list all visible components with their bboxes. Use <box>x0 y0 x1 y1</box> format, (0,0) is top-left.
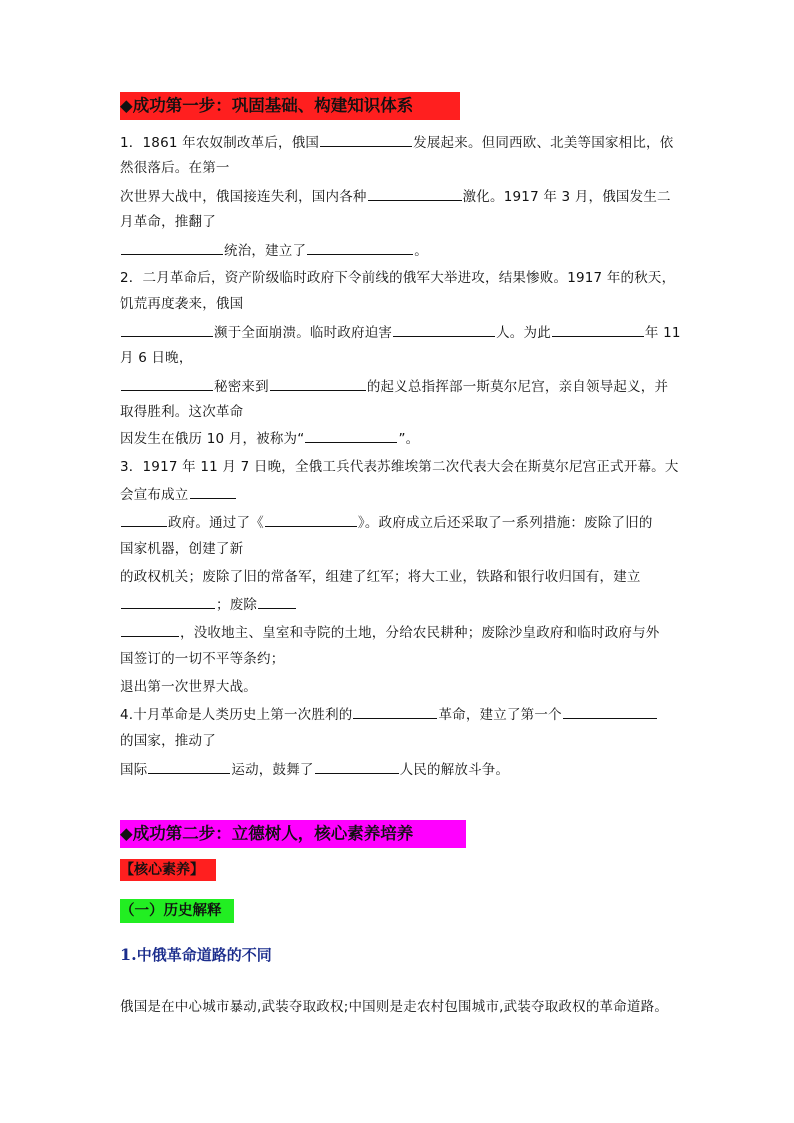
q2-text: 取得胜利。这次革命 <box>120 404 244 420</box>
q3-line-5 <box>120 567 641 587</box>
q3-line-7 <box>120 622 660 643</box>
q2-line-6 <box>120 402 243 422</box>
fill-blank[interactable] <box>393 322 495 337</box>
fill-blank[interactable] <box>552 322 644 337</box>
q2-text: 因发生在俄历 10 月，被称为“ <box>120 431 305 447</box>
core-literacy-tag: 【核心素养】 <box>120 859 216 881</box>
q1-text: 然很落后。在第一 <box>120 160 230 176</box>
q4-line-1 <box>120 704 658 725</box>
fill-blank[interactable] <box>307 240 413 255</box>
q3-line-3 <box>120 512 653 533</box>
q2-text: 的起义总指挥部一斯莫尔尼宫，亲自领导起义，并 <box>366 379 669 395</box>
q3-text: 国家机器，创建了新 <box>120 541 244 557</box>
q2-line-2 <box>120 294 243 314</box>
fill-blank[interactable] <box>121 622 179 637</box>
q1-line-3 <box>120 186 671 207</box>
fill-blank[interactable] <box>315 759 399 774</box>
q3-line-6 <box>120 594 297 615</box>
q1-text: 发展起来。但同西欧、北美等国家相比，依 <box>413 135 674 151</box>
q2-text: 人。为此 <box>496 325 551 341</box>
q1-line-1 <box>120 132 673 153</box>
q2-line-7 <box>120 428 419 449</box>
fill-blank[interactable] <box>121 322 213 337</box>
q4-line-2 <box>120 731 216 751</box>
point-number: 1. <box>120 945 137 964</box>
q3-text: 退出第一次世界大战。 <box>120 679 257 695</box>
fill-blank[interactable] <box>148 759 230 774</box>
q2-text: 濒于全面崩溃。临时政府迫害 <box>214 325 393 341</box>
fill-blank[interactable] <box>265 512 357 527</box>
q4-text: 人民的解放斗争。 <box>399 762 510 778</box>
q3-text: ，没收地主、皇室和寺院的土地，分给农民耕种；废除沙皇政府和临时政府与外 <box>180 625 660 641</box>
fill-blank[interactable] <box>270 376 366 391</box>
q3-text: 3．1917 年 11 月 7 日晚，全俄工兵代表苏维埃第二次代表大会在斯莫尔尼宫正式开幕。大 <box>120 459 679 475</box>
q2-text: 2．二月革命后，资产阶级临时政府下令前线的俄军大举进攻，结果惨败。1917 年的秋天， <box>120 270 676 286</box>
q3-line-1 <box>120 457 679 477</box>
fill-blank[interactable] <box>190 484 236 499</box>
fill-blank[interactable] <box>353 704 437 719</box>
point-heading <box>120 944 272 966</box>
q1-text: 统治，建立了 <box>224 243 307 259</box>
q1-text: 1．1861 年农奴制改革后，俄国 <box>120 135 320 151</box>
point-text: 俄国是在中心城市暴动,武装夺取政权;中国则是走农村包围城市,武装夺取政权的革命道路。 <box>120 999 669 1015</box>
fill-blank[interactable] <box>121 240 223 255</box>
q2-line-1 <box>120 268 675 288</box>
q1-text: 次世界大战中，俄国接连失利，国内各种 <box>120 189 367 205</box>
q2-text: 年 11 <box>644 325 681 341</box>
q3-line-9 <box>120 677 257 697</box>
fill-blank[interactable] <box>563 704 657 719</box>
q4-text: 革命，建立了第一个 <box>438 707 562 723</box>
q3-text: ；废除 <box>216 597 258 613</box>
q1-line-2 <box>120 158 230 178</box>
q4-line-3 <box>120 759 509 780</box>
q2-text: 秘密来到 <box>214 379 269 395</box>
q2-text: ”。 <box>398 431 420 447</box>
fill-blank[interactable] <box>121 376 213 391</box>
q3-line-4 <box>120 539 243 559</box>
q3-text: 的政权机关；废除了旧的常备军，组建了红军；将大工业，铁路和银行收归国有，建立 <box>120 569 641 585</box>
q4-text: 的国家，推动了 <box>120 733 216 749</box>
q1-text: 激化。1917 年 3 月，俄国发生二 <box>462 189 671 205</box>
q1-text: 月革命，推翻了 <box>120 214 216 230</box>
q2-line-3 <box>120 322 681 343</box>
fill-blank[interactable] <box>305 428 397 443</box>
q4-text: 4.十月革命是人类历史上第一次胜利的 <box>120 707 353 723</box>
q3-text: 会宣布成立 <box>120 487 189 503</box>
q1-text: 。 <box>414 243 428 259</box>
q3-text: 政府。通过了《 <box>168 515 264 531</box>
fill-blank[interactable] <box>320 132 412 147</box>
q4-text: 国际 <box>120 762 148 778</box>
q2-text: 饥荒再度袭来，俄国 <box>120 296 244 312</box>
q4-text: 运动，鼓舞了 <box>231 762 314 778</box>
q3-text: 》。政府成立后还采取了一系列措施：废除了旧的 <box>357 515 653 531</box>
q1-line-5 <box>120 240 428 261</box>
section1-heading: ◆成功第一步：巩固基础、构建知识体系 <box>120 92 460 120</box>
q2-line-4 <box>120 348 193 368</box>
q3-line-2 <box>120 484 237 505</box>
point-title: 中俄革命道路的不同 <box>136 946 272 964</box>
section2-heading: ◆成功第二步：立德树人，核心素养培养 <box>120 820 466 848</box>
fill-blank[interactable] <box>368 186 462 201</box>
fill-blank[interactable] <box>121 594 215 609</box>
fill-blank[interactable] <box>121 512 167 527</box>
q3-text: 国签订的一切不平等条约； <box>120 651 285 667</box>
history-interpretation-heading: （一）历史解释 <box>120 899 234 923</box>
q2-text: 月 6 日晚， <box>120 350 193 366</box>
fill-blank[interactable] <box>258 594 296 609</box>
q1-line-4 <box>120 212 216 232</box>
q3-line-8 <box>120 649 284 669</box>
q2-line-5 <box>120 376 668 397</box>
